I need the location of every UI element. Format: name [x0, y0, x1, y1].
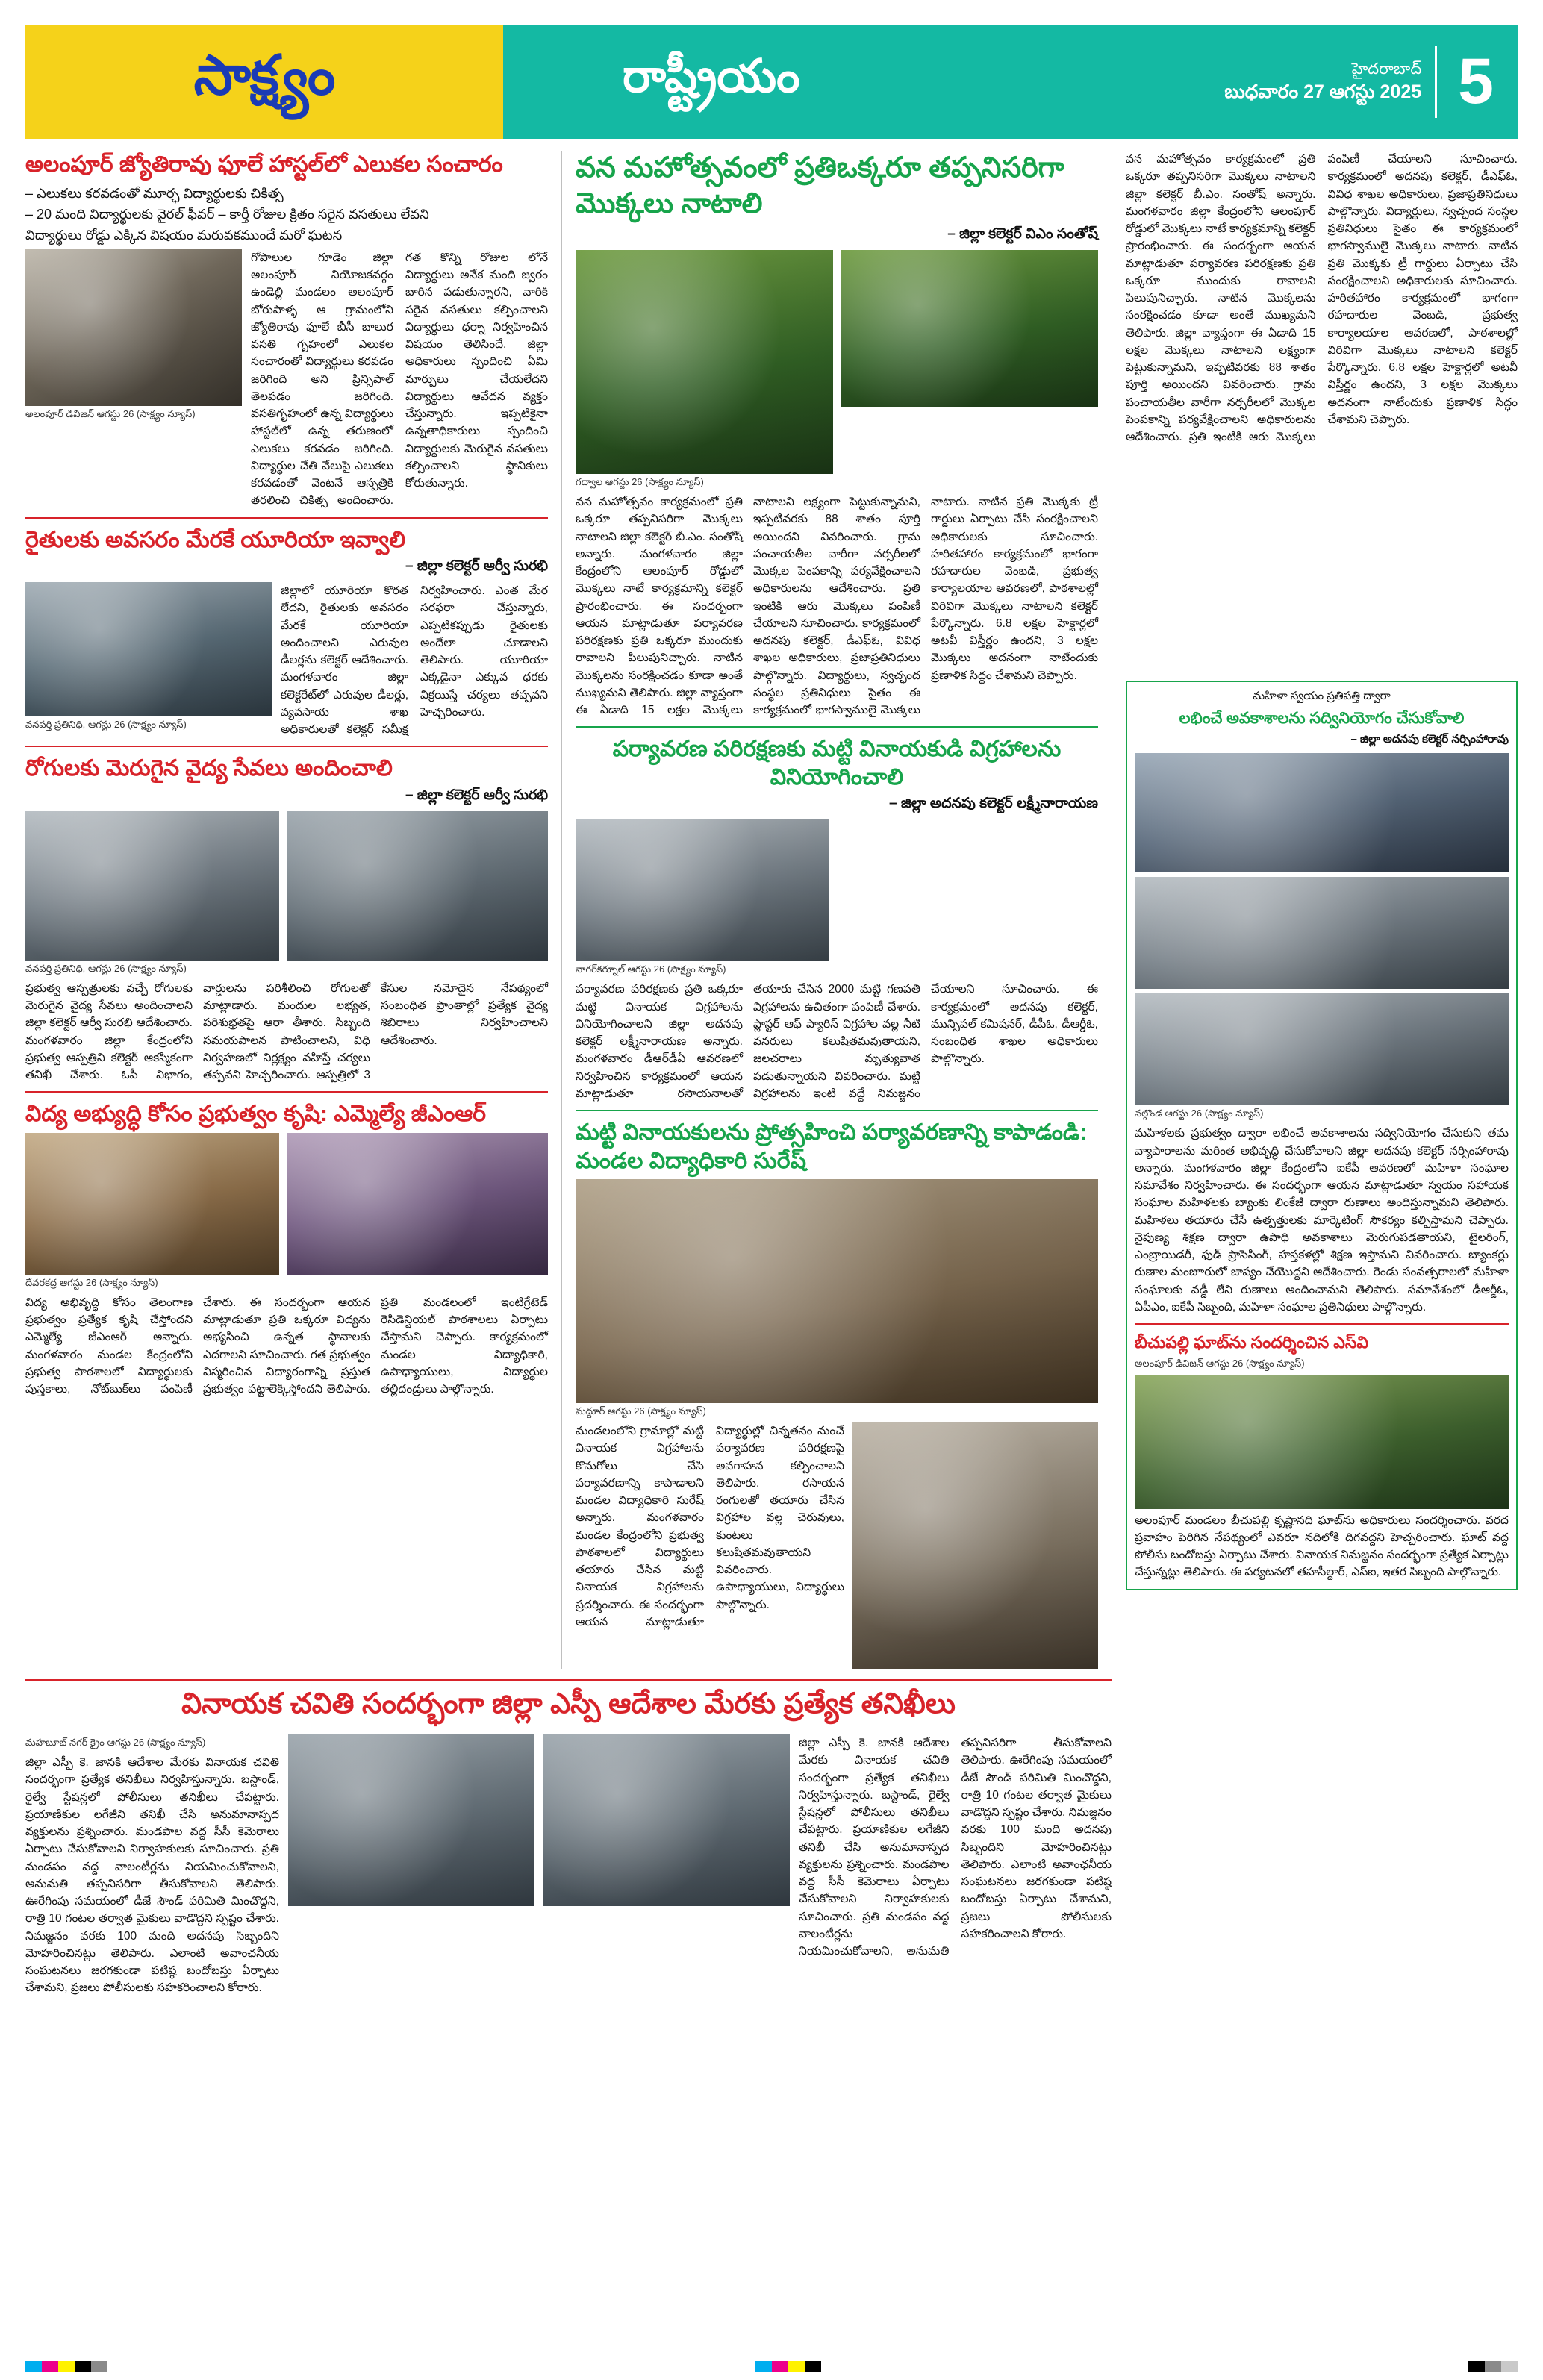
- story-health-sub: – జిల్లా కలెక్టర్ ఆర్వీ సురభి: [405, 787, 548, 803]
- story-education-caption: దేవరకద్ర ఆగస్టు 26 (సాక్ష్యం న్యూస్): [25, 1276, 158, 1288]
- masthead-section-block: [503, 25, 1518, 139]
- story-special-checks: [25, 1679, 1112, 1997]
- story-ghat-visit-caption: అలంపూర్ డివిజన్ ఆగస్టు 26 (సాక్ష్యం న్యూస్): [1135, 1357, 1305, 1369]
- divider-7: [25, 1679, 1112, 1681]
- story-clay-ganesh-headline: పర్యావరణ పరిరక్షణకు మట్టి వినాయకుడి విగ్రహాలను వినియోగించాలి: [612, 737, 1062, 790]
- story-women-groups-photo-3: [1135, 993, 1509, 1105]
- story-vanam-jump: వన మహోత్సవం కార్యక్రమంలో ప్రతి ఒక్కరూ తప్పనిసరిగా మొక్కలు నాటాలని జిల్లా కలెక్టర్ బీ.ఎం. సంతోష్ అన్నారు. మంగళవారం జిల్లా కేంద్రంలోని ఆలంపూర్ రోడ్డులో మొక్కలు నాటే కార్యక్రమాన్ని కలెక్టర్ ప్రారంభించారు. ఈ సందర్భంగా ఆయన మాట్లాడుతూ పర్యావరణ పరిరక్షణకు ప్రతి ఒక్కరూ ముందుకు రావాలని పిలుపునిచ్చారు. నాటిన మొక్కలను సంరక్షించడం కూడా అంతే ముఖ్యమని తెలిపారు. జిల్లా వ్యాప్తంగా ఈ ఏడాది 15 లక్షల మొక్కలు నాటాలని లక్ష్యంగా పెట్టుకున్నామని, ఇప్పటివరకు 88 శాతం పూర్తి అయిందని వివరించారు. గ్రామ పంచాయతీల వారీగా నర్సరీలలో మొక్కల పెంపకాన్ని పర్యవేక్షించాలని అధికారులను ఆదేశించారు. ప్రతి ఇంటికి ఆరు మొక్కలు పంపిణీ చేయాలని సూచించారు. కార్యక్రమంలో అదనపు కలెక్టర్, డీఎఫ్ఓ, వివిధ శాఖల అధికారులు, ప్రజాప్రతినిధులు పాల్గొన్నారు. విద్యార్థులు, స్వచ్ఛంద సంస్థల ప్రతినిధులు సైతం ఈ కార్యక్రమంలో భాగస్వాములై మొక్కలు నాటారు. నాటిన ప్రతి మొక్కకు ట్రీ గార్డులు ఏర్పాటు చేసి సంరక్షించాలని అధికారులకు సూచించారు. హరితహారం కార్యక్రమంలో భాగంగా రహదారుల వెంబడి, ప్రభుత్వ కార్యాలయాల ఆవరణలో, పాఠశాలల్లో విరివిగా మొక్కలు నాటాలని కలెక్టర్ పేర్కొన్నారు. 6.8 లక్షల హెక్టార్లలో అటవీ విస్తీర్ణం ఉందని, 3 లక్షల మొక్కలు అదనంగా నాటేందుకు ప్రణాళిక సిద్ధం చేశామని చెప్పారు.: [1126, 153, 1518, 443]
- column-middle: [576, 151, 1098, 1669]
- story-women-groups-headline: లభించే అవకాశాలను సద్వినియోగం చేసుకోవాలి: [1179, 710, 1465, 727]
- story-health-headline: రోగులకు మెరుగైన వైద్య సేవలు అందించాలి: [25, 756, 393, 781]
- story-vanam-headline: వన మహోత్సవంలో ప్రతిఒక్కరూ తప్పనిసరిగా మొక్కలు నాటాలి: [576, 152, 1064, 219]
- story-health-body: ప్రభుత్వ ఆస్పత్రులకు వచ్చే రోగులకు మెరుగైన వైద్య సేవలు అందించాలని జిల్లా కలెక్టర్ ఆర్వీ సురభి ఆదేశించారు. మంగళవారం జిల్లా కేంద్రంలోని ప్రభుత్వ ఆస్పత్రిని కలెక్టర్ ఆకస్మికంగా తనిఖీ చేశారు. ఓపీ విభాగం, వార్డులను పరిశీలించి రోగులతో మాట్లాడారు. మందుల లభ్యత, పరిశుభ్రతపై ఆరా తీశారు. సిబ్బంది సమయపాలన పాటించాలని, విధి నిర్వహణలో నిర్లక్ష్యం వహిస్తే చర్యలు తప్పవని హెచ్చరించారు. ఆస్పత్రిలో 3 కేసుల నమోదైన నేపథ్యంలో సంబంధిత ప్రాంతాల్లో ప్రత్యేక వైద్య శిబిరాలు నిర్వహించాలని ఆదేశించారు.: [25, 981, 548, 1082]
- bullet-1: – ఎలుకలు కరవడంతో మూర్ఛ విద్యార్థులకు చికిత్స: [25, 185, 284, 201]
- story-women-groups: [1126, 681, 1518, 1590]
- divider-2: [25, 746, 548, 747]
- publication-logo: సాక్ష్యం: [193, 44, 335, 106]
- story-vanam: [576, 151, 1098, 719]
- story-women-groups-caption: నల్గొండ ఆగస్టు 26 (సాక్ష్యం న్యూస్): [1135, 1108, 1264, 1119]
- story-vanam-sub: – జిల్లా కలెక్టర్ విఎం సంతోష్: [947, 226, 1098, 242]
- story-ghat-visit-headline: బీచుపల్లి ఘాట్‌ను సందర్శించిన ఎస్‌వి: [1135, 1333, 1369, 1352]
- story-health-photos: [25, 811, 548, 961]
- story-urea-headline: రైతులకు అవసరం మేరకే యూరియా ఇవ్వాలి: [25, 527, 406, 552]
- story-urea: [25, 526, 548, 739]
- story-urea-photo: [25, 582, 272, 716]
- story-clay-ganesh-caption: నాగర్‌కర్నూల్ ఆగస్టు 26 (సాక్ష్యం న్యూస్): [576, 963, 726, 975]
- story-special-checks-body-a: జిల్లా ఎస్పీ కె. జానకి ఆదేశాల మేరకు వినాయక చవితి సందర్భంగా ప్రత్యేక తనిఖీలు నిర్వహిస్తున్నారు. బస్టాండ్, రైల్వే స్టేషన్లలో పోలీసులు తనిఖీలు చేపట్టారు. ప్రయాణికుల లగేజీని తనిఖీ చేసి అనుమానాస్పద వ్యక్తులను ప్రశ్నించారు. మండపాల వద్ద సీసీ కెమెరాలు ఏర్పాటు చేసుకోవాలని నిర్వాహకులకు సూచించారు. ప్రతి మండపం వద్ద వాలంటీర్లను నియమించుకోవాలని, అనుమతి తప్పనిసరిగా తీసుకోవాలని తెలిపారు. ఊరేగింపు సమయంలో డీజే సౌండ్ పరిమితి మించొద్దని, రాత్రి 10 గంటల తర్వాత మైకులు వాడొద్దని స్పష్టం చేశారు. నిమజ్జనం వరకు 100 మంది అదనపు సిబ్బందిని మోహరించినట్లు తెలిపారు. ఎలాంటి అవాంఛనీయ సంఘటనలు జరగకుండా పటిష్ఠ బందోబస్తు ఏర్పాటు చేశామని, ప్రజలు పోలీసులకు సహకరించాలని కోరారు.: [25, 1756, 279, 1995]
- swatch-group-right: [1468, 2361, 1518, 2372]
- story-urea-body: జిల్లాలో యూరియా కొరత లేదని, రైతులకు అవసరం మేరకే యూరియా అందించాలని ఎరువుల డీలర్లను కలెక్టర్ ఆదేశించారు. మంగళవారం జిల్లా కలెక్టరేట్‌లో ఎరువుల డీలర్లు, వ్యవసాయ శాఖ అధికారులతో కలెక్టర్ సమీక్ష నిర్వహించారు. ఎంత మేర సరఫరా చేస్తున్నారు, ఎప్పటికప్పుడు రైతులకు అందేలా చూడాలని తెలిపారు. యూరియా ఎక్కడైనా ఎక్కువ ధరకు విక్రయిస్తే చర్యలు తప్పవని హెచ్చరించారు.: [281, 584, 548, 737]
- page-number: 5: [1458, 46, 1494, 118]
- bullet-3: విద్యార్థులు రోడ్డు ఎక్కిన విషయం మరువకముందే మరో ఘటన: [25, 227, 343, 243]
- story-rats-headline: అలంపూర్ జ్యోతిరావు ఫూలే హాస్టల్‌లో ఎలుకల సంచారం: [25, 152, 503, 177]
- story-vanam-photo-2: [841, 250, 1098, 407]
- story-women-groups-photo-2: [1135, 877, 1509, 989]
- story-education-photos: [25, 1133, 548, 1275]
- divider-1: [25, 517, 548, 519]
- story-clay-ganesh-body: పర్యావరణ పరిరక్షణకు ప్రతి ఒక్కరూ మట్టి వినాయక విగ్రహాలను వినియోగించాలని జిల్లా అదనపు కలెక్టర్ లక్ష్మీనారాయణ అన్నారు. మంగళవారం డీఆర్‌డీఏ ఆవరణలో నిర్వహించిన కార్యక్రమంలో ఆయన మాట్లాడుతూ రసాయనాలతో తయారు చేసిన 2000 మట్టి గణపతి విగ్రహాలను ఉచితంగా పంపిణీ చేశారు. ప్లాస్టర్ ఆఫ్ ప్యారిస్ విగ్రహాల వల్ల నీటి వనరులు కలుషితమవుతాయని, జలచరాలు మృత్యువాత పడుతున్నాయని వివరించారు. మట్టి విగ్రహాలను ఇంటి వద్దే నిమజ్జనం చేయాలని సూచించారు. ఈ కార్యక్రమంలో అదనపు కలెక్టర్, మున్సిపల్ కమిషనర్, డీపీఓ, డీఆర్డీఓ, సంబంధిత శాఖల అధికారులు పాల్గొన్నారు.: [576, 983, 1098, 1100]
- story-urea-caption: వనపర్తి ప్రతినిధి, ఆగస్టు 26 (సాక్ష్యం న్యూస్): [25, 719, 187, 731]
- story-health: [25, 755, 548, 1084]
- story-school-ganesh-photo-1: [576, 1179, 1098, 1403]
- story-rats-photo: [25, 249, 242, 406]
- story-clay-ganesh: [576, 735, 1098, 1102]
- story-clay-ganesh-sub: – జిల్లా అదనపు కలెక్టర్ లక్ష్మీనారాయణ: [889, 796, 1098, 812]
- story-health-caption: వనపర్తి ప్రతినిధి, ఆగస్టు 26 (సాక్ష్యం న్యూస్): [25, 962, 187, 974]
- story-clay-ganesh-photo: [576, 819, 829, 961]
- story-special-checks-body-b: జిల్లా ఎస్పీ కె. జానకి ఆదేశాల మేరకు వినాయక చవితి సందర్భంగా ప్రత్యేక తనిఖీలు నిర్వహిస్తున్నారు. బస్టాండ్, రైల్వే స్టేషన్లలో పోలీసులు తనిఖీలు చేపట్టారు. ప్రయాణికుల లగేజీని తనిఖీ చేసి అనుమానాస్పద వ్యక్తులను ప్రశ్నించారు. మండపాల వద్ద సీసీ కెమెరాలు ఏర్పాటు చేసుకోవాలని నిర్వాహకులకు సూచించారు. ప్రతి మండపం వద్ద వాలంటీర్లను నియమించుకోవాలని, అనుమతి తప్పనిసరిగా తీసుకోవాలని తెలిపారు. ఊరేగింపు సమయంలో డీజే సౌండ్ పరిమితి మించొద్దని, రాత్రి 10 గంటల తర్వాత మైకులు వాడొద్దని స్పష్టం చేశారు. నిమజ్జనం వరకు 100 మంది అదనపు సిబ్బందిని మోహరించినట్లు తెలిపారు. ఎలాంటి అవాంఛనీయ సంఘటనలు జరగకుండా పటిష్ఠ బందోబస్తు ఏర్పాటు చేశామని, ప్రజలు పోలీసులకు సహకరించాలని కోరారు.: [799, 1737, 1112, 1958]
- story-special-checks-caption: మహబూబ్ నగర్ క్రైం ఆగస్టు 26 (సాక్ష్యం న్యూస్): [25, 1737, 206, 1748]
- story-women-groups-photo-1: [1135, 753, 1509, 872]
- story-women-groups-body: మహిళలకు ప్రభుత్వం ద్వారా లభించే అవకాశాలను సద్వినియోగం చేసుకుని తమ వ్యాపారాలను మరింత అభివృద్ధి చేసుకోవాలని జిల్లా అదనపు కలెక్టర్ నర్సింహారావు అన్నారు. మంగళవారం జిల్లా కేంద్రంలోని ఐకేపీ ఆవరణలో మహిళా సంఘాల సమావేశం నిర్వహించారు. ఈ సందర్భంగా ఆయన మాట్లాడుతూ స్వయం సహాయక సంఘాల మహిళలకు బ్యాంకు లింకేజీ ద్వారా రుణాలు అందిస్తున్నామని తెలిపారు. మహిళలు తయారు చేసే ఉత్పత్తులకు మార్కెటింగ్ సౌకర్యం కల్పిస్తామని చెప్పారు. నైపుణ్య శిక్షణ ద్వారా ఉపాధి అవకాశాలు మెరుగుపడతాయని, టైలరింగ్, ఎంబ్రాయిడరీ, ఫుడ్ ప్రాసెసింగ్, హస్తకళల్లో శిక్షణ ఇస్తామని వివరించారు. బ్యాంకర్లు రుణాల మంజూరులో జాప్యం చేయొద్దని ఆదేశించారు. రెండు సంవత్సరాలలో మహిళా సంఘాలకు వడ్డీ లేని రుణాలు అందించామని తెలిపారు. సమావేశంలో డీఆర్డీఓ, ఏపీఎం, ఐకేపీ సిబ్బంది, మహిళా సంఘాల ప్రతినిధులు పాల్గొన్నారు.: [1135, 1127, 1509, 1314]
- story-vanam-body: వన మహోత్సవం కార్యక్రమంలో ప్రతి ఒక్కరూ తప్పనిసరిగా మొక్కలు నాటాలని జిల్లా కలెక్టర్ బీ.ఎం. సంతోష్ అన్నారు. మంగళవారం జిల్లా కేంద్రంలోని ఆలంపూర్ రోడ్డులో మొక్కలు నాటే కార్యక్రమాన్ని కలెక్టర్ ప్రారంభించారు. ఈ సందర్భంగా ఆయన మాట్లాడుతూ పర్యావరణ పరిరక్షణకు ప్రతి ఒక్కరూ ముందుకు రావాలని పిలుపునిచ్చారు. నాటిన మొక్కలను సంరక్షించడం కూడా అంతే ముఖ్యమని తెలిపారు. జిల్లా వ్యాప్తంగా ఈ ఏడాది 15 లక్షల మొక్కలు నాటాలని లక్ష్యంగా పెట్టుకున్నామని, ఇప్పటివరకు 88 శాతం పూర్తి అయిందని వివరించారు. గ్రామ పంచాయతీల వారీగా నర్సరీలలో మొక్కల పెంపకాన్ని పర్యవేక్షించాలని అధికారులను ఆదేశించారు. ప్రతి ఇంటికి ఆరు మొక్కలు పంపిణీ చేయాలని సూచించారు. కార్యక్రమంలో అదనపు కలెక్టర్, డీఎఫ్ఓ, వివిధ శాఖల అధికారులు, ప్రజాప్రతినిధులు పాల్గొన్నారు. విద్యార్థులు, స్వచ్ఛంద సంస్థల ప్రతినిధులు సైతం ఈ కార్యక్రమంలో భాగస్వాములై మొక్కలు నాటారు. నాటిన ప్రతి మొక్కకు ట్రీ గార్డులు ఏర్పాటు చేసి సంరక్షించాలని అధికారులకు సూచించారు. హరితహారం కార్యక్రమంలో భాగంగా రహదారుల వెంబడి, ప్రభుత్వ కార్యాలయాల ఆవరణలో, పాఠశాలల్లో విరివిగా మొక్కలు నాటాలని కలెక్టర్ పేర్కొన్నారు. 6.8 లక్షల హెక్టార్లలో అటవీ విస్తీర్ణం ఉందని, 3 లక్షల మొక్కలు అదనంగా నాటేందుకు ప్రణాళిక సిద్ధం చేశామని చెప్పారు.: [576, 496, 1098, 716]
- story-ghat-visit: [1135, 1332, 1509, 1581]
- story-vanam-photos: [576, 250, 1098, 474]
- story-women-groups-sub: – జిల్లా అదనపు కలెక్టర్ నర్సింహారావు: [1350, 733, 1509, 746]
- masthead: [25, 25, 1518, 139]
- bullet-2: – 20 మంది విద్యార్థులకు వైరల్ ఫీవర్ – కార్తీ రోజుల క్రితం సరైన వసతులు లేవని: [25, 206, 429, 222]
- column-left: [25, 151, 548, 1669]
- story-education-body: విద్య అభివృద్ధి కోసం తెలంగాణ ప్రభుత్వం ప్రత్యేక కృషి చేస్తోందని ఎమ్మెల్యే జీఎంఆర్ అన్నారు. మంగళవారం మండల కేంద్రంలోని ప్రభుత్వ పాఠశాలలో విద్యార్థులకు పుస్తకాలు, నోట్‌బుక్‌లు పంపిణీ చేశారు. ఈ సందర్భంగా ఆయన మాట్లాడుతూ ప్రతి ఒక్కరూ విద్యను అభ్యసించి ఉన్నత స్థానాలకు ఎదగాలని సూచించారు. గత ప్రభుత్వం విస్మరించిన విద్యారంగాన్ని ప్రస్తుత ప్రభుత్వం పట్టాలెక్కిస్తోందని తెలిపారు. ప్రతి మండలంలో ఇంటిగ్రేటెడ్ రెసిడెన్షియల్ పాఠశాలలు ఏర్పాటు చేస్తామని చెప్పారు. కార్యక్రమంలో మండల విద్యాధికారి, ఉపాధ్యాయులు, విద్యార్థుల తల్లిదండ్రులు పాల్గొన్నారు.: [25, 1296, 548, 1396]
- story-women-groups-kicker: మహిళా స్వయం ప్రతిపత్తి ద్వారా: [1253, 690, 1391, 702]
- story-special-checks-photo-2: [543, 1734, 790, 1906]
- story-school-ganesh-body: మండలంలోని గ్రామాల్లో మట్టి వినాయక విగ్రహాలను కొనుగోలు చేసి పర్యావరణాన్ని కాపాడాలని మండల విద్యాధికారి సురేష్ అన్నారు. మంగళవారం మండల కేంద్రంలోని ప్రభుత్వ పాఠశాలలో విద్యార్థులు తయారు చేసిన మట్టి వినాయక విగ్రహాలను ప్రదర్శించారు. ఈ సందర్భంగా ఆయన మాట్లాడుతూ విద్యార్థుల్లో చిన్నతనం నుంచే పర్యావరణ పరిరక్షణపై అవగాహన కల్పించాలని తెలిపారు. రసాయన రంగులతో తయారు చేసిన విగ్రహాల వల్ల చెరువులు, కుంటలు కలుషితమవుతాయని వివరించారు. ఉపాధ్యాయులు, విద్యార్థులు పాల్గొన్నారు.: [576, 1425, 844, 1628]
- edition-date: బుధవారం 27 ఆగస్టు 2025: [1224, 81, 1422, 103]
- story-health-photo-2: [287, 811, 548, 961]
- masthead-logo-block: [25, 25, 503, 139]
- story-special-checks-photo-1: [288, 1734, 534, 1906]
- story-rats-caption: అలంపూర్ డివిజన్ ఆగస్టు 26 (సాక్ష్యం న్యూస్): [25, 407, 196, 419]
- section-title: రాష్ట్రీయం: [623, 51, 800, 102]
- edition-city: హైదరాబాద్: [1351, 60, 1422, 78]
- color-registration-bar: [25, 2361, 1518, 2373]
- story-education-headline: విద్య అభ్యుద్ధి కోసం ప్రభుత్వం కృషి: ఎమ్మెల్యే జీఎంఆర్: [25, 1102, 487, 1127]
- story-vanam-caption: గద్వాల ఆగస్టు 26 (సాక్ష్యం న్యూస్): [576, 476, 704, 487]
- story-school-ganesh-headline: మట్టి వినాయకులను ప్రోత్సహించి పర్యావరణాన్ని కాపాడండి: మండల విద్యాధికారి సురేష్: [576, 1120, 1088, 1173]
- column-right: [1126, 151, 1518, 1669]
- divider-3: [25, 1091, 548, 1093]
- story-education: [25, 1100, 548, 1398]
- story-school-ganesh-photo-2: [852, 1422, 1098, 1669]
- swatch-group-mid: [755, 2361, 821, 2372]
- story-school-ganesh: [576, 1119, 1098, 1669]
- story-rats: [25, 151, 548, 510]
- column-divider-1: [561, 151, 562, 1669]
- story-ghat-visit-photo: [1135, 1375, 1509, 1509]
- divider-5: [576, 1110, 1098, 1111]
- masthead-dateblock: [1224, 46, 1498, 118]
- main-content: [25, 151, 1518, 1669]
- story-rats-body: గోపాలుల గూడెం జిల్లా అలంపూర్ నియోజకవర్గం ఉండెల్లి మండలం అలంపూర్ బోరుపాళ్ళ ఆ గ్రామంలోని జ్యోతిరావు ఫూలే బీసీ బాలుర వసతి గృహంలో ఎలుకల సంచారంతో విద్యార్థులు కరవడం జరిగింది అని ప్రిన్సిపాల్ తెలపడం జరిగింది. వసతిగృహంలో ఉన్న విద్యార్థులు హాస్టల్‌లో ఉన్న తరుణంలో ఎలుకలు కరవడం జరిగింది. విద్యార్థుల చేతి వేలుపై ఎలుకలు కరవడంతో వెంటనే ఆస్పత్రికి తరలించి చికిత్స అందించారు. గత కొన్ని రోజుల లోనే విద్యార్థులు అనేక మంది జ్వరం బారిన పడుతున్నారని, వారికి సరైన వసతులు కల్పించాలని విద్యార్థులు ధర్నా నిర్వహించిన విషయం తెలిసిందే. జిల్లా అధికారులు స్పందించి ఏమి మార్పులు చేయలేదని విద్యార్థులు ఆవేదన వ్యక్తం చేస్తున్నారు. ఇప్పటికైనా ఉన్నతాధికారులు స్పందించి విద్యార్థులకు మెరుగైన వసతులు కల్పించాలని స్థానికులు కోరుతున్నారు.: [251, 251, 548, 507]
- divider-6: [1135, 1323, 1509, 1325]
- story-health-photo-1: [25, 811, 279, 961]
- masthead-divider: [1435, 46, 1437, 118]
- story-urea-sub: – జిల్లా కలెక్టర్ ఆర్వీ సురభి: [405, 558, 548, 575]
- story-rats-bullets: [25, 184, 548, 245]
- divider-4: [576, 726, 1098, 728]
- story-education-photo-2: [287, 1133, 548, 1275]
- story-ghat-visit-body: అలంపూర్ మండలం బీచుపల్లి కృష్ణానది ఘాట్‌ను అధికారులు సందర్శించారు. వరద ప్రవాహం పెరిగిన నేపథ్యంలో ఎవరూ నదిలోకి దిగవద్దని హెచ్చరించారు. ఘాట్ వద్ద పోలీసు బందోబస్తు ఏర్పాటు చేశారు. వినాయక నిమజ్జనం సందర్భంగా ప్రత్యేక ఏర్పాట్లు చేస్తున్నట్లు తెలిపారు. ఈ పర్యటనలో తహసీల్దార్, ఎస్ఐ, ఇతర సిబ్బంది పాల్గొన్నారు.: [1135, 1514, 1509, 1579]
- story-special-checks-headline: వినాయక చవితి సందర్భంగా జిల్లా ఎస్పీ ఆదేశాల మేరకు ప్రత్యేక తనిఖీలు: [181, 1688, 956, 1720]
- story-education-photo-1: [25, 1133, 279, 1275]
- story-vanam-photo-1: [576, 250, 833, 474]
- swatch-group-left: [25, 2361, 107, 2372]
- story-school-ganesh-caption: మద్దూర్ ఆగస్టు 26 (సాక్ష్యం న్యూస్): [576, 1405, 706, 1417]
